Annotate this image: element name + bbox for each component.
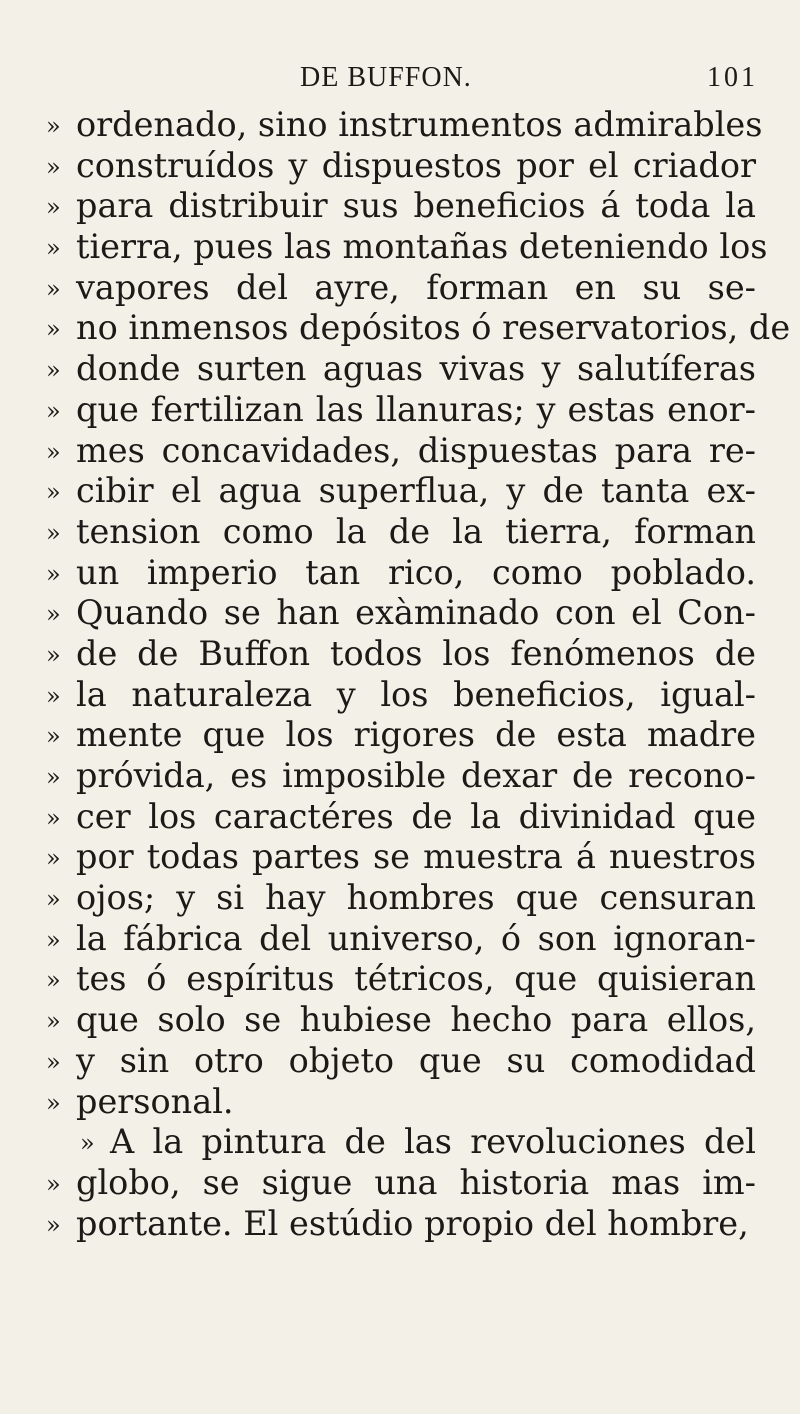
quotation-mark: » bbox=[46, 1047, 61, 1076]
text-line bbox=[46, 675, 756, 716]
text-line bbox=[46, 512, 756, 553]
line-text: próvida, es imposible dexar de recono- bbox=[76, 756, 756, 795]
line-text: ojos; y si hay hombres que censuran bbox=[76, 878, 756, 918]
quotation-mark: » bbox=[46, 803, 61, 832]
text-line bbox=[46, 837, 756, 878]
text-line bbox=[46, 349, 756, 390]
quotation-mark: » bbox=[46, 925, 61, 954]
text-line bbox=[46, 919, 756, 960]
line-text: de de Buffon todos los fenómenos de bbox=[76, 633, 756, 673]
text-line bbox=[46, 634, 756, 675]
text-line bbox=[46, 1000, 756, 1041]
quotation-mark: » bbox=[46, 763, 61, 791]
quotation-mark: » bbox=[46, 640, 61, 669]
line-text: y sin otro objeto que su comodidad bbox=[76, 1040, 756, 1080]
line-text: un imperio tan rico, como poblado. bbox=[76, 552, 756, 592]
quotation-mark: » bbox=[46, 478, 61, 507]
quotation-mark: » bbox=[46, 1169, 61, 1198]
text-line bbox=[46, 1122, 756, 1163]
line-text: construídos y dispuestos por el criador bbox=[76, 145, 756, 185]
line-text: para distribuir sus beneficios á toda la bbox=[76, 186, 756, 226]
line-text: tension como la de la tierra, forman bbox=[76, 511, 756, 551]
line-text: que fertilizan las llanuras; y estas enor- bbox=[76, 389, 756, 429]
quotation-mark: » bbox=[46, 315, 61, 344]
quotation-mark: » bbox=[46, 396, 61, 425]
line-text: que solo se hubiese hecho para ellos, bbox=[76, 1000, 756, 1040]
quotation-mark: » bbox=[46, 1007, 61, 1036]
quotation-mark: » bbox=[46, 112, 61, 140]
text-line bbox=[46, 390, 756, 431]
line-text: Quando se han exàminado con el Con- bbox=[76, 593, 756, 633]
quotation-mark: » bbox=[46, 152, 61, 181]
quotation-mark: » bbox=[46, 234, 61, 263]
line-text: cibir el agua superflua, y de tanta ex- bbox=[76, 471, 756, 511]
text-line bbox=[46, 1041, 756, 1082]
quotation-mark: » bbox=[46, 559, 61, 588]
text-line bbox=[46, 878, 756, 919]
line-text: mes concavidades, dispuestas para re- bbox=[76, 430, 756, 470]
quotation-mark: » bbox=[46, 1210, 61, 1239]
quotation-mark: » bbox=[46, 722, 61, 751]
quotation-mark: » bbox=[46, 356, 61, 385]
quotation-mark: » bbox=[46, 885, 61, 914]
line-text: cer los caractéres de la divinidad que bbox=[76, 796, 756, 836]
text-line bbox=[46, 959, 756, 1000]
text-line bbox=[46, 1082, 756, 1123]
quotation-mark: » bbox=[46, 600, 61, 629]
text-line bbox=[46, 1204, 756, 1245]
line-text: mente que los rigores de esta madre bbox=[76, 715, 756, 755]
quotation-mark: » bbox=[46, 1088, 61, 1117]
text-line bbox=[46, 431, 756, 472]
line-text: por todas partes se muestra á nuestros bbox=[76, 837, 756, 877]
line-text: globo, se sigue una historia mas im- bbox=[76, 1162, 756, 1202]
line-text: no inmensos depósitos ó reservatorios, de bbox=[76, 308, 791, 348]
line-text: donde surten aguas vivas y salutíferas bbox=[76, 349, 756, 389]
line-text: portante. El estúdio propio del hombre, bbox=[76, 1203, 749, 1243]
text-line bbox=[46, 105, 763, 146]
running-head: DE BUFFON. bbox=[300, 62, 472, 93]
text-line bbox=[46, 715, 756, 756]
text-line bbox=[46, 553, 756, 594]
text-line bbox=[46, 146, 756, 187]
body-text bbox=[46, 105, 791, 1244]
text-line bbox=[46, 308, 791, 349]
page-header bbox=[0, 62, 800, 102]
line-text: vapores del ayre, forman en su se- bbox=[76, 267, 756, 307]
text-line bbox=[46, 471, 756, 512]
text-line bbox=[46, 756, 756, 797]
text-line bbox=[46, 797, 756, 838]
quotation-mark: » bbox=[46, 437, 61, 466]
quotation-mark: » bbox=[46, 193, 61, 222]
quotation-mark: » bbox=[80, 1129, 95, 1158]
line-text: tierra, pues las montañas deteniendo los bbox=[76, 227, 768, 267]
text-line bbox=[46, 268, 756, 309]
text-line bbox=[46, 186, 756, 227]
quotation-mark: » bbox=[46, 966, 61, 995]
quotation-mark: » bbox=[46, 274, 61, 303]
text-line bbox=[46, 1163, 756, 1204]
line-text: A la pintura de las revoluciones del bbox=[110, 1122, 756, 1162]
page-number: 101 bbox=[707, 62, 758, 93]
line-text: personal. bbox=[76, 1081, 234, 1121]
line-text: la fábrica del universo, ó son ignoran- bbox=[76, 918, 756, 958]
quotation-mark: » bbox=[46, 681, 61, 710]
line-text: ordenado, sino instrumentos admirables bbox=[76, 105, 763, 144]
quotation-mark: » bbox=[46, 844, 61, 873]
text-line bbox=[46, 227, 768, 268]
quotation-mark: » bbox=[46, 518, 61, 547]
line-text: la naturaleza y los beneficios, igual- bbox=[76, 674, 756, 714]
text-line bbox=[46, 593, 756, 634]
line-text: tes ó espíritus tétricos, que quisieran bbox=[76, 959, 756, 999]
